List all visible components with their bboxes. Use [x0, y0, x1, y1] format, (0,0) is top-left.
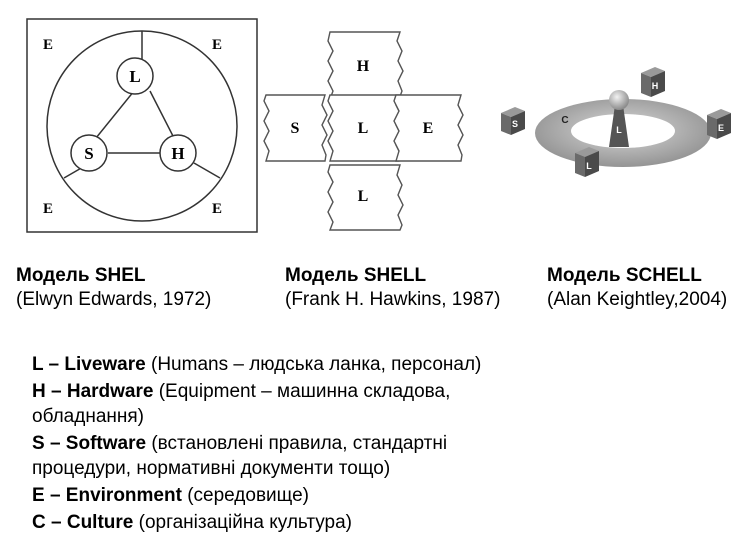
legend-desc: (встановлені правила, стандартні процедури, нормативні документи тощо) — [32, 433, 448, 479]
caption-shel — [16, 264, 211, 312]
shel-label-s: S — [84, 144, 94, 163]
legend-desc: (Equipment – машинна складова, обладнання) — [32, 381, 451, 427]
legend-key: S – Software — [32, 433, 147, 454]
schell-ball — [609, 90, 629, 110]
shell-label-l-bottom: L — [357, 188, 369, 205]
shel-corner-tl: E — [42, 37, 54, 53]
shel-diagram — [26, 18, 258, 233]
schell-diagram — [493, 55, 745, 185]
schell-label-e: E — [717, 123, 725, 133]
legend-desc: (організаційна культура) — [133, 512, 352, 533]
shel-label-h: H — [171, 144, 185, 163]
shel-corner-br: E — [211, 201, 223, 217]
caption-schell — [547, 264, 727, 312]
caption-shel-title: Модель SHEL — [16, 265, 146, 286]
legend-item-software — [32, 431, 482, 481]
shell-label-s: S — [290, 120, 300, 137]
legend-desc: (Humans – людська ланка, персонал) — [145, 354, 482, 375]
legend-item-liveware — [32, 352, 502, 377]
caption-schell-subtitle: (Alan Keightley,2004) — [547, 289, 728, 310]
schell-label-c: C — [561, 115, 569, 126]
shel-label-l: L — [129, 67, 141, 86]
legend-key: C – Culture — [32, 512, 134, 533]
legend-item-culture — [32, 510, 502, 535]
shel-corner-bl: E — [42, 201, 54, 217]
shell-diagram — [262, 27, 467, 233]
shell-label-e: E — [422, 120, 434, 137]
legend-key: L – Liveware — [32, 354, 146, 375]
caption-schell-title: Модель SCHELL — [547, 265, 702, 286]
schell-label-l-center: L — [616, 125, 622, 135]
caption-shell-title: Модель SHELL — [285, 265, 427, 286]
legend-key: E – Environment — [32, 485, 182, 506]
schell-label-l-bottom: L — [586, 161, 592, 171]
schell-label-s: S — [511, 119, 519, 129]
legend-item-hardware — [32, 379, 502, 429]
legend-key: H – Hardware — [32, 381, 154, 402]
caption-shel-subtitle: (Elwyn Edwards, 1972) — [16, 289, 212, 310]
shell-label-h: H — [356, 58, 370, 75]
shell-label-l-center: L — [357, 120, 369, 137]
legend — [32, 352, 502, 537]
schell-label-h: H — [651, 81, 659, 91]
caption-shell — [285, 264, 500, 312]
caption-shell-subtitle: (Frank H. Hawkins, 1987) — [285, 289, 501, 310]
legend-desc: (середовище) — [181, 485, 309, 506]
legend-item-environment — [32, 483, 502, 508]
shel-corner-tr: E — [211, 37, 223, 53]
